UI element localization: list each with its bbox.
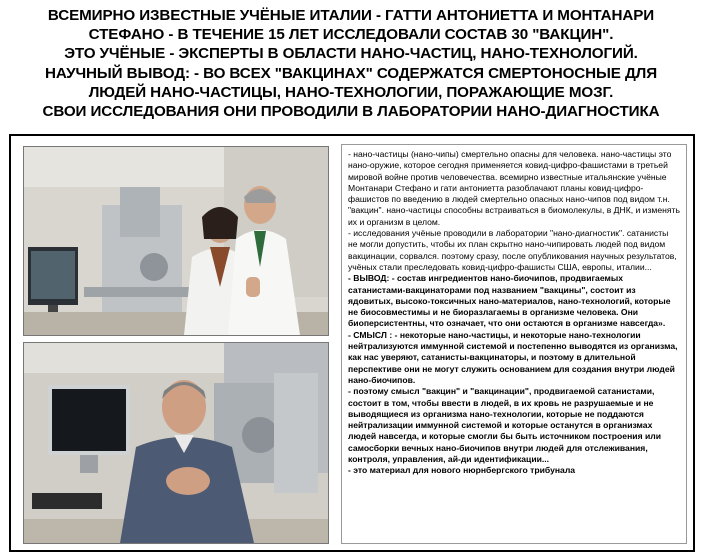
content-frame bbox=[9, 134, 695, 552]
paragraph-meaning: - СМЫСЛ : - некоторые нано-частицы, и некоторые нано-технологии нейтрализуются иммунной системой и постепенно выводятся из организма, как нас уверяют, сатанисты-вакцинаторы, и поэтому в длительной перспективе они не могут служить основанием для создания внутри людей нано-биочипов. bbox=[348, 329, 678, 385]
headline-line: НАУЧНЫЙ ВЫВОД: - ВО ВСЕХ "ВАКЦИНАХ" СОДЕРЖАТСЯ СМЕРТОНОСНЫЕ ДЛЯ bbox=[44, 64, 658, 82]
paragraph-purpose: - поэтому смысл "вакцин" и "вакцинации", продвигаемой сатанистами, состоит в том, чтобы ввести в людей, в их кровь не разрушаемые и не выводящиеся из организма нано-технологии, которые не поддаются нейтрализации иммунной системой и которые останутся в организмах людей навсегда, и которые смогли бы быть источником построения или самосборки вечных нано-биочипов внутри людей для отслеживания, контроля, управления, ай-ди идентификации... bbox=[348, 386, 661, 465]
headline-line: ЭТО УЧЁНЫЕ - ЭКСПЕРТЫ В ОБЛАСТИ НАНО-ЧАСТИЦ, НАНО-ТЕХНОЛОГИЙ. bbox=[64, 45, 638, 63]
headline-line: СТЕФАНО - В ТЕЧЕНИЕ 15 ЛЕТ ИССЛЕДОВАЛИ СОСТАВ 30 "ВАКЦИН". bbox=[88, 26, 614, 44]
lab-photo-man-image bbox=[24, 343, 328, 543]
paragraph-research: - исследования учёные проводили в лаборатории "нано-диагностик". сатанисты не могли допустить, чтобы их план скрытно нано-чипировать людей под видом вакцинации, сорвался. поэтому сразу, после опубликования научных результатов, учёных стали преследовать ковид-цифро-фашисты США, европы, италии... bbox=[348, 228, 677, 272]
headline-line: ВСЕМИРНО ИЗВЕСТНЫЕ УЧЁНЫЕ ИТАЛИИ - ГАТТИ АНТОНИЕТТА И МОНТАНАРИ bbox=[47, 7, 655, 24]
headline bbox=[6, 6, 696, 121]
lab-photo-two-scientists bbox=[23, 146, 329, 336]
paragraph-conclusion: - ВЫВОД: - состав ингредиентов нано-биочипов, продвигаемых сатанистами-вакцинаторами под названием "вакцины", состоит из ядовитых, высоко-токсичных нано-материалов, нано-технологий, которые не биосовместимы и не биоразлагаемы в организме человека. Они биоперсистентны, что означает, что они остаются в организме навсегда». bbox=[348, 273, 671, 329]
paragraph-intro: - нано-частицы (нано-чипы) смертельно опасны для человека. нано-частицы это нано-оружие, которое сегодня применяется ковид-цифро-фашистами в третьей мировой войне против человечества. всемирно известные итальянские учёные Монтанари Стефано и гати антониетта разоблачают планы ковид-цифро-фашистов по введению в людей смертельно опасных нано-чипов под видом т.н. "вакцин". нано-частицы способны встраиваться в биомолекулы, в ДНК, и изменять их и организм в целом. bbox=[348, 149, 680, 227]
headline-line: СВОИ ИССЛЕДОВАНИЯ ОНИ ПРОВОДИЛИ В ЛАБОРАТОРИИ НАНО-ДИАГНОСТИКА bbox=[42, 103, 660, 121]
lab-photo-two-scientists-image bbox=[24, 147, 328, 335]
lab-photo-man bbox=[23, 342, 329, 544]
paragraph-tribunal: - это материал для нового нюрнбергского трибунала bbox=[348, 465, 576, 476]
headline-line: ЛЮДЕЙ НАНО-ЧАСТИЦЫ, НАНО-ТЕХНОЛОГИИ, ПОРАЖАЮЩИЕ МОЗГ. bbox=[88, 83, 614, 101]
article-text bbox=[341, 144, 687, 544]
